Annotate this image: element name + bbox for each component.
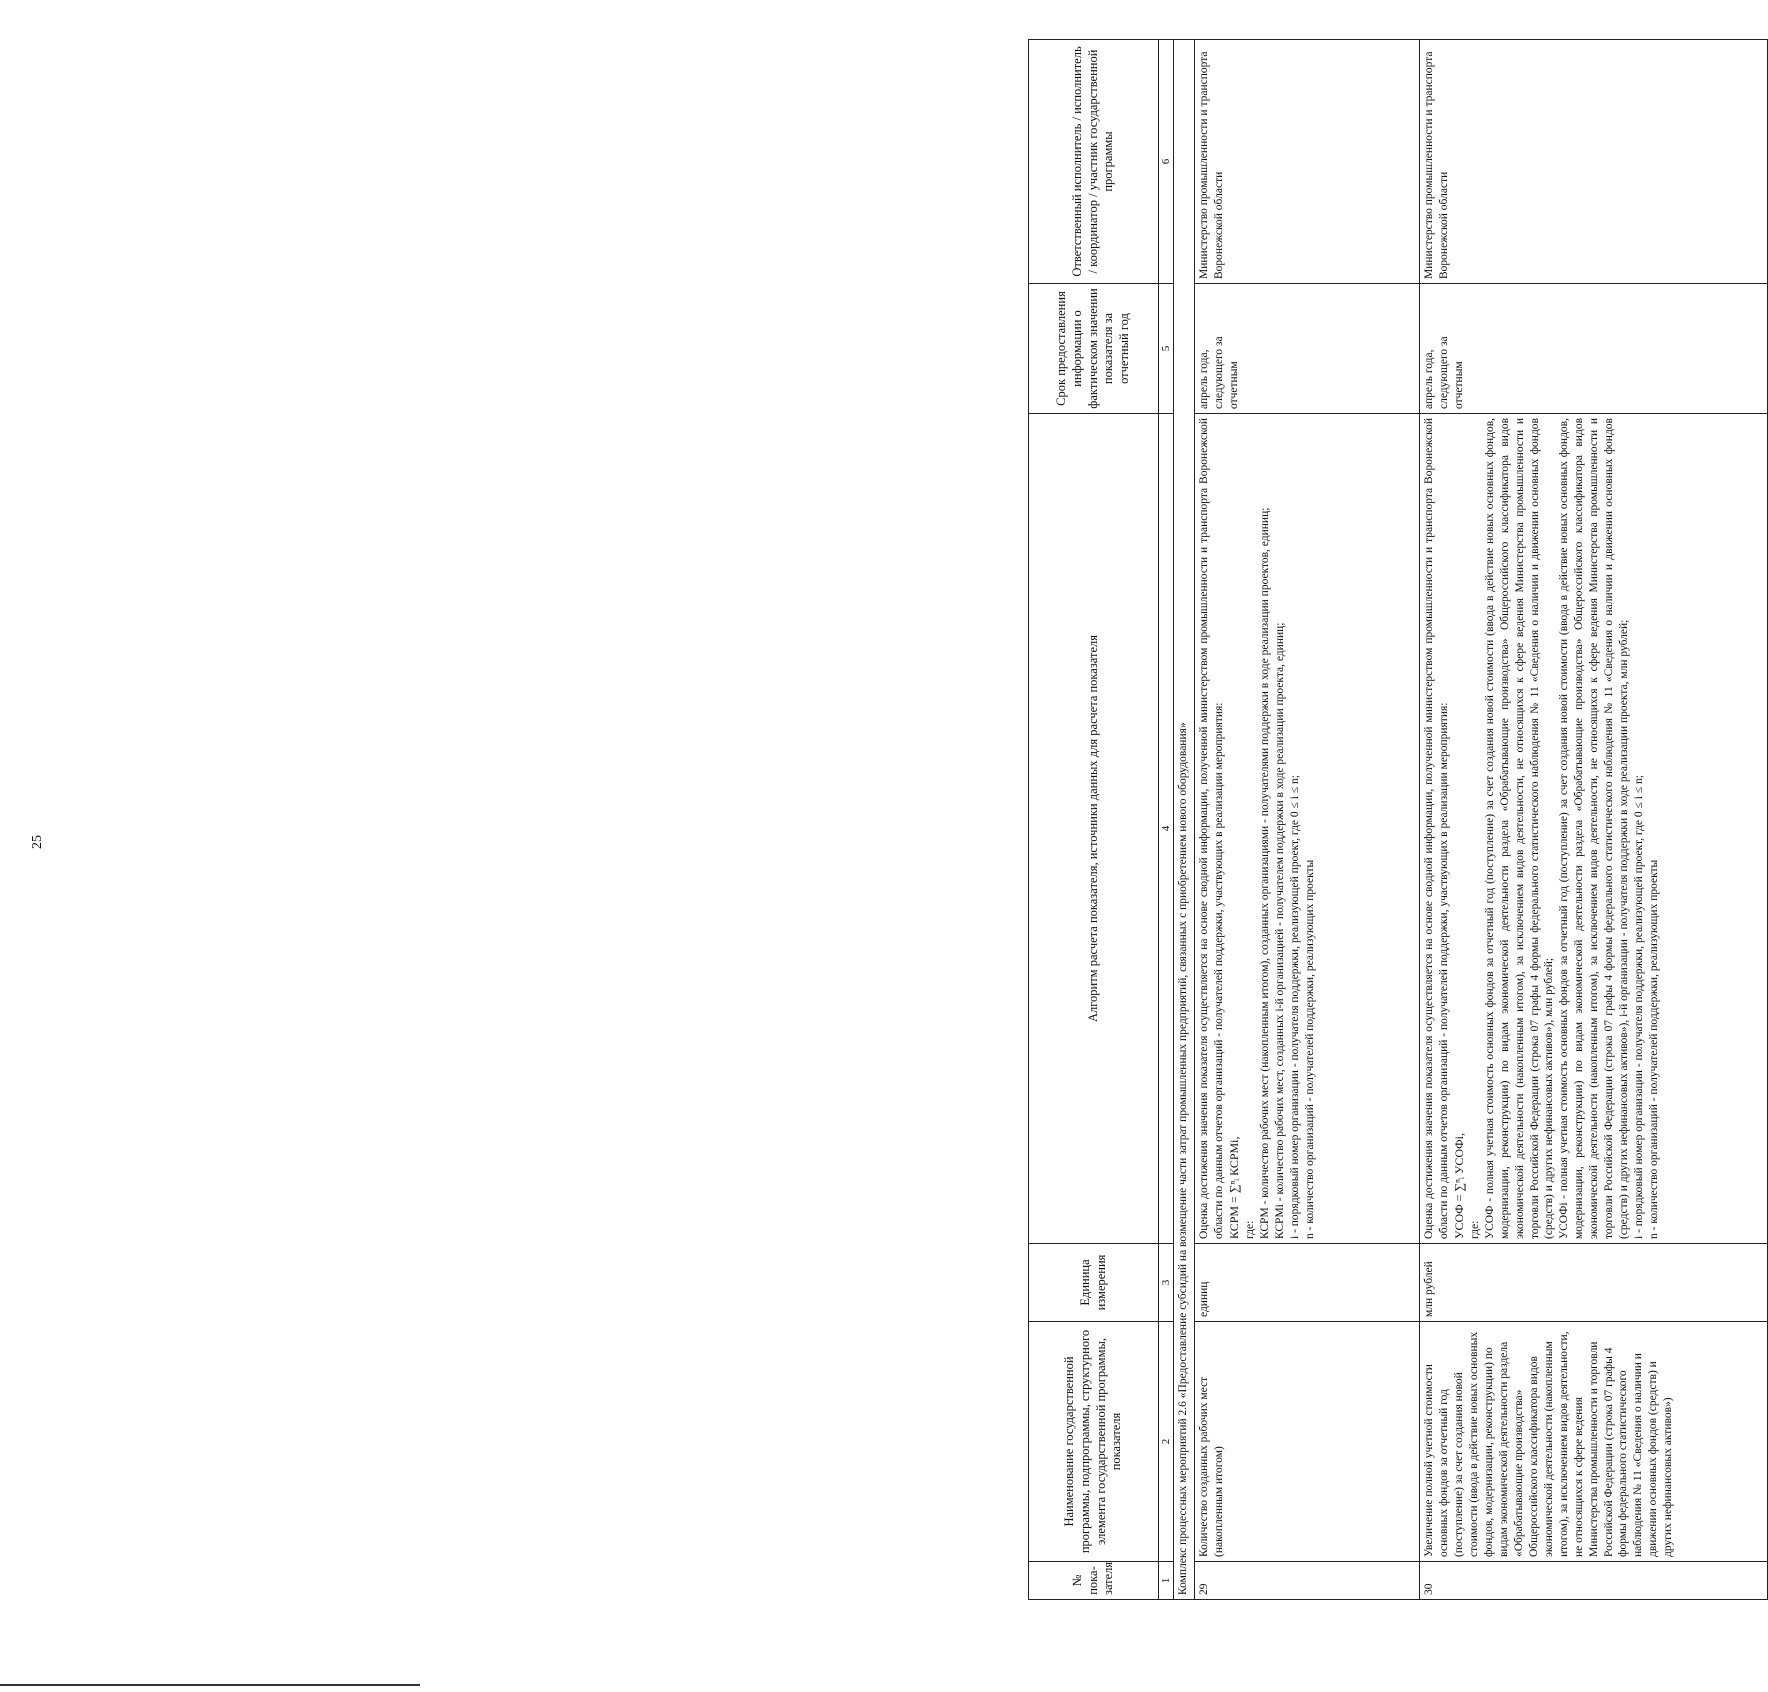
header-row (1029, 40, 1159, 1600)
algorithm-line: i - порядковый номер организации - получателя поддержки, реализующей проект, где 0 ≤ i ≤ n; (1633, 775, 1646, 1239)
indicator-algorithm (1195, 414, 1420, 1244)
column-number: 1 (1159, 1562, 1174, 1600)
indicator-number: 30 (1420, 1562, 1768, 1600)
indicator-unit: единиц (1195, 1244, 1420, 1322)
column-number: 6 (1159, 40, 1174, 284)
header-col-algorithm: Алгоритм расчета показателя, источники данных для расчета показателя (1029, 414, 1159, 1244)
table-row (1420, 40, 1768, 1600)
algorithm-formula: УСОФ = ∑ⁿᵢ УСОФi, (1452, 1133, 1467, 1239)
section-row (1174, 40, 1195, 1600)
header-col-name: Наименование государственной программы, подпрограммы, структурного элемента государственной программы, показателя (1029, 1322, 1159, 1562)
section-title: Комплекс процессных мероприятий 2.6 «Предоставление субсидий на возмещение части затрат промышленных предприятий, связанных с приобретением нового оборудования» (1174, 40, 1195, 1600)
header-col-unit: Единица измерения (1029, 1244, 1159, 1322)
indicator-algorithm (1420, 414, 1768, 1244)
column-number: 2 (1159, 1322, 1174, 1562)
column-number: 5 (1159, 284, 1174, 414)
algorithm-where: где: (1243, 1220, 1256, 1239)
algorithm-where: где: (1468, 1220, 1481, 1239)
algorithm-intro: Оценка достижения значения показателя осуществляется на основе сводной информации, полученной министерством промышленности и транспорта Воронежской области по данным отчетов организаций - получателей поддержки, участвующих в реализации мероприятия: (1423, 418, 1451, 1239)
indicator-deadline: апрель года, следующего за отчетным (1195, 284, 1420, 414)
algorithm-line: n - количество организаций - получателей поддержки, реализующих проекты (1303, 859, 1316, 1239)
indicators-table (1028, 39, 1768, 1600)
algorithm-intro: Оценка достижения значения показателя осуществляется на основе сводной информации, полученной министерством промышленности и транспорта Воронежской области по данным отчетов организаций - получателей поддержки, участвующих в реализации мероприятия: (1198, 418, 1226, 1239)
indicator-name: Количество созданных рабочих мест (накопленным итогом) (1195, 1322, 1420, 1562)
algorithm-line: КСРМ - количество рабочих мест (накопленным итогом), созданных организациями - получателями поддержки в ходе реализации проектов, единиц; (1258, 507, 1271, 1239)
algorithm-line: i - порядковый номер организации - получателя поддержки, реализующей проект, где 0 ≤ i ≤ n; (1288, 775, 1301, 1239)
indicator-responsible: Министерство промышленности и транспорта Воронежской области (1420, 40, 1768, 284)
indicator-unit: млн рублей (1420, 1244, 1768, 1322)
column-numbers-row (1159, 40, 1174, 1600)
indicator-name: Увеличение полной учетной стоимости основных фондов за отчетный год (поступление) за счет создания новой стоимости (ввода в действие новых основных фондов, модернизации, реконструкции) по видам экономической деятельности раздела «Обрабатывающие производства» Общероссийского классификатора видов экономической деятельности (накопленным итогом), за исключением видов деятельности, не относящихся к сфере ведения Министерства промышленности и торговли Российской Федерации (строка 07 графы 4 формы федерального статистического наблюдения № 11 «Сведения о наличии и движении основных фондов (средств) и других нефинансовых активов») (1420, 1322, 1768, 1562)
algorithm-line: КСРМi - количество рабочих мест, созданных i-й организацией - получателем поддержки в ходе реализации проекта, единиц; (1273, 622, 1286, 1239)
indicator-deadline: апрель года, следующего за отчетным (1420, 284, 1768, 414)
column-number: 3 (1159, 1244, 1174, 1322)
indicator-responsible: Министерство промышленности и транспорта Воронежской области (1195, 40, 1420, 284)
column-number: 4 (1159, 414, 1174, 1244)
header-col-deadline: Срок предоставления информации о фактическом значении показателя за отчетный год (1029, 284, 1159, 414)
algorithm-line: УСОФ - полная учетная стоимость основных фондов за отчетный год (поступление) за счет создания новой стоимости (ввода в действие новых основных фондов, модернизации, реконструкции) по видам экономической деятельности раздела «Обрабатывающие производства» Общероссийского классификатора видов экономической деятельности (накопленным итогом), за исключением видов деятельности, не относящихся к сфере ведения Министерства промышленности и торговли Российской Федерации (строка 07 графы 4 формы федерального статистического наблюдения № 11 «Сведения о наличии и движении основных фондов (средств) и других нефинансовых активов»), млн рублей; (1483, 418, 1556, 1239)
header-col-number: № пока-зателя (1029, 1562, 1159, 1600)
algorithm-line: n - количество организаций - получателей поддержки, реализующих проекты (1648, 859, 1661, 1239)
algorithm-formula: КСРМ = ∑ⁿᵢ КСРМi, (1227, 1136, 1242, 1239)
scan-edge-line (0, 1684, 420, 1686)
algorithm-line: УСОФi - полная учетная стоимость основных фондов за отчетный год (поступление) за счет создания новой стоимости (ввода в действие новых основных фондов, модернизации, реконструкции) по видам экономической деятельности раздела «Обрабатывающие производства» Общероссийского классификатора видов экономической деятельности (накопленным итогом), за исключением видов деятельности, не относящихся к сфере ведения Министерства промышленности и торговли Российской Федерации (строка 07 графы 4 формы федерального статистического наблюдения № 11 «Сведения о наличии и движении основных фондов (средств) и других нефинансовых активов»), i-й организации - получателя поддержки в ходе реализации проекта, млн рублей; (1558, 418, 1631, 1239)
table-row (1195, 40, 1420, 1600)
rotated-table-wrapper (1028, 40, 1768, 1600)
page-number: 25 (30, 835, 45, 849)
indicator-number: 29 (1195, 1562, 1420, 1600)
header-col-responsible: Ответственный исполнитель / исполнитель / координатор / участник государственной программы (1029, 40, 1159, 284)
